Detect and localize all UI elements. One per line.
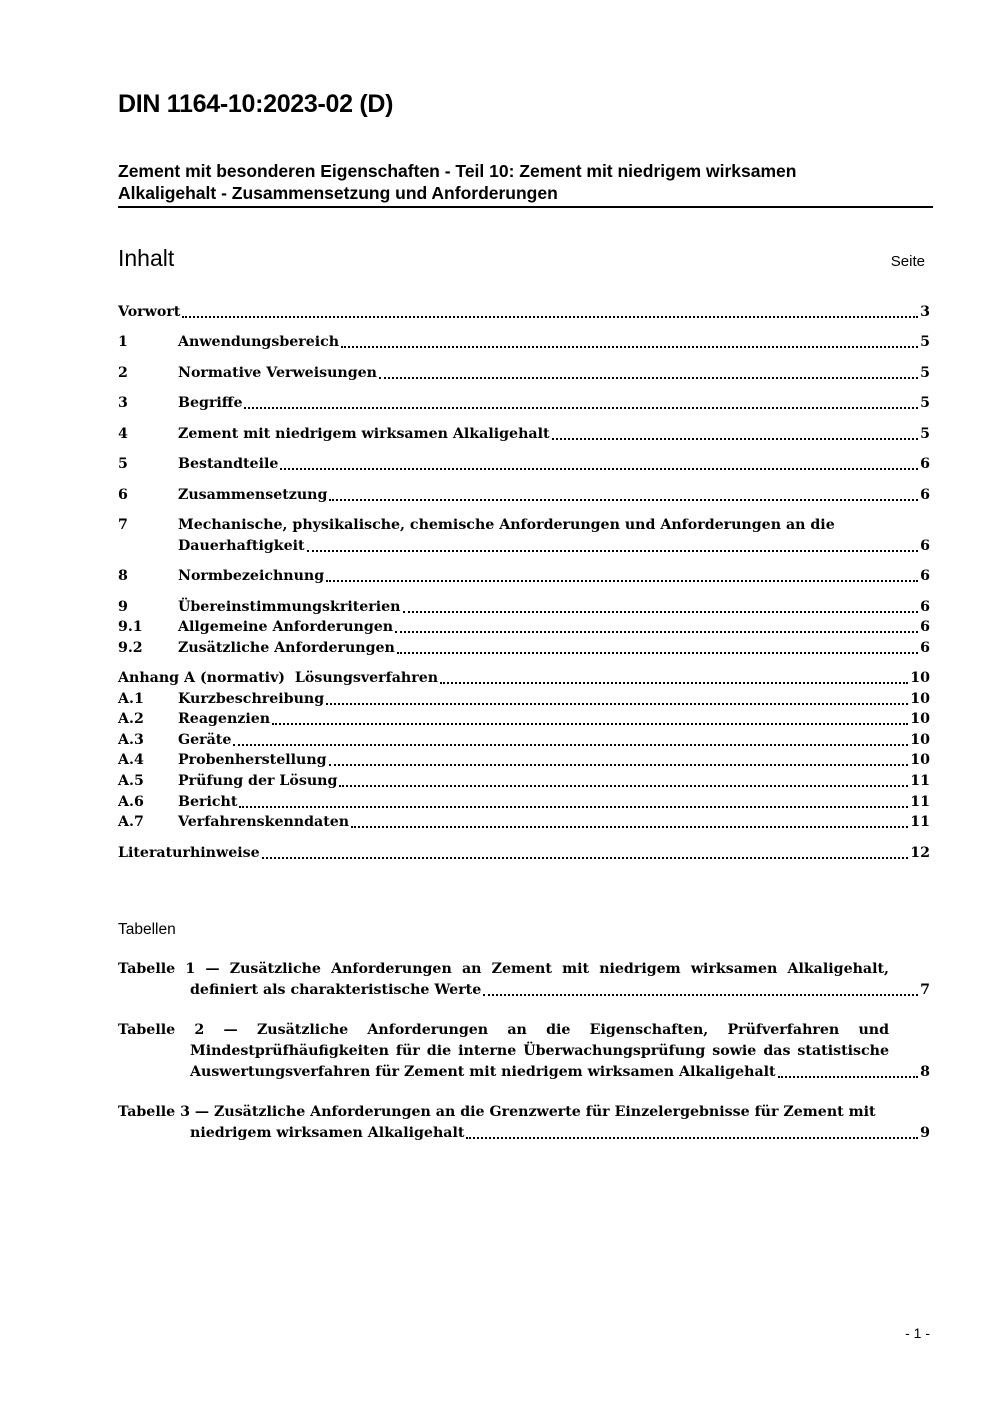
toc-entry-a-7[interactable]	[118, 812, 930, 833]
toc-entry-title: Vorwort	[118, 304, 181, 320]
toc-entry-number: A.7	[118, 814, 144, 830]
toc-entry-title: Begriffe	[178, 395, 243, 411]
toc-entry-title: Normative Verweisungen	[178, 365, 377, 381]
dot-leader	[466, 1137, 918, 1139]
dot-leader	[403, 611, 919, 613]
toc-entry-title: Dauerhaftigkeit	[178, 538, 305, 554]
toc-entry-title: Verfahrenskenndaten	[178, 814, 350, 830]
toc-entry-page: 6	[920, 568, 930, 584]
toc-heading: Inhalt	[118, 245, 175, 271]
toc-entry-page: 3	[920, 304, 930, 320]
toc-entry-number: 5	[118, 456, 128, 472]
toc-entry-9-2[interactable]	[118, 638, 930, 659]
toc-entry-7[interactable]	[118, 515, 930, 557]
table-entry-line: Mindestprüfhäufigkeiten für die interne Überwachungsprüfung sowie das statistische	[190, 1043, 889, 1059]
dot-leader	[778, 1076, 919, 1078]
toc-entry-page: 5	[920, 365, 930, 381]
toc-entry-page: 6	[920, 538, 930, 554]
table-entry-page: 7	[920, 982, 930, 998]
toc-entry-title: Übereinstimmungskriterien	[178, 599, 401, 615]
toc-entry-bibliography[interactable]	[118, 843, 930, 864]
dot-leader	[233, 744, 908, 746]
document-title-line-2: Alkaligehalt - Zusammensetzung und Anforderungen	[118, 183, 558, 203]
toc-entry-page: 10	[910, 732, 930, 748]
toc-entry-number: 9.2	[118, 640, 143, 656]
toc-entry-title: Normbezeichnung	[178, 568, 325, 584]
dot-leader	[280, 468, 918, 470]
toc-entry-number: 9	[118, 599, 128, 615]
document-title-line-1: Zement mit besonderen Eigenschaften - Teil 10: Zement mit niedrigem wirksamen	[118, 161, 797, 181]
toc-entry-4[interactable]	[118, 424, 930, 445]
dot-leader	[397, 652, 918, 654]
toc-entry-title: Anwendungsbereich	[178, 334, 340, 350]
toc-entry-page: 6	[920, 456, 930, 472]
toc-entry-page: 10	[910, 752, 930, 768]
toc-entry-number: 4	[118, 426, 128, 442]
toc-entry-title-line-1: Mechanische, physikalische, chemische Anforderungen und Anforderungen an die	[178, 517, 835, 533]
toc-entry-a-4[interactable]	[118, 750, 930, 771]
table-entry-line: Tabelle 1 — Zusätzliche Anforderungen an Zement mit niedrigem wirksamen Alkaligehalt,	[118, 961, 889, 977]
dot-leader	[244, 407, 918, 409]
toc-entry-title: Bericht	[178, 794, 238, 810]
toc-entry-2[interactable]	[118, 363, 930, 384]
dot-leader	[440, 682, 908, 684]
toc-entry-page: 10	[910, 691, 930, 707]
dot-leader	[552, 438, 919, 440]
toc-entry-number: 2	[118, 365, 128, 381]
toc-entry-title: Bestandteile	[178, 456, 279, 472]
dot-leader	[326, 703, 908, 705]
page-number: - 1 -	[905, 1325, 930, 1341]
toc-entry-page: 6	[920, 640, 930, 656]
dot-leader	[395, 631, 918, 633]
toc-entry-title: Zusammensetzung	[178, 487, 328, 503]
toc-entry-a-5[interactable]	[118, 771, 930, 792]
toc-entry-number: 7	[118, 517, 128, 533]
toc-entry-vorwort[interactable]	[118, 302, 930, 323]
toc-entry-8[interactable]	[118, 566, 930, 587]
dot-leader	[379, 377, 918, 379]
toc-entry-title: Literaturhinweise	[118, 845, 260, 861]
toc-entry-title: Anhang A (normativ) Lösungsverfahren	[118, 670, 439, 686]
toc-entry-annex-a[interactable]	[118, 668, 930, 689]
toc-entry-title: Geräte	[178, 732, 232, 748]
dot-leader	[272, 723, 908, 725]
toc-entry-9[interactable]	[118, 597, 930, 618]
table-list-entry-3[interactable]	[118, 1102, 930, 1144]
toc-entry-page: 10	[910, 711, 930, 727]
toc-entry-6[interactable]	[118, 485, 930, 506]
toc-entry-number: A.3	[118, 732, 144, 748]
toc-entry-number: A.2	[118, 711, 144, 727]
toc-entry-a-6[interactable]	[118, 792, 930, 813]
table-entry-page: 8	[920, 1064, 930, 1080]
toc-entry-page: 11	[910, 794, 930, 810]
toc-page-column-label: Seite	[890, 253, 925, 270]
toc-entry-title: Kurzbeschreibung	[178, 691, 325, 707]
toc-entry-page: 11	[910, 773, 930, 789]
toc-entry-page: 12	[910, 845, 930, 861]
toc-entry-number: 9.1	[118, 619, 143, 635]
toc-entry-3[interactable]	[118, 393, 930, 414]
tables-heading: Tabellen	[118, 921, 176, 938]
dot-leader	[326, 580, 918, 582]
toc-entry-page: 6	[920, 599, 930, 615]
dot-leader	[351, 826, 908, 828]
toc-entry-title: Zement mit niedrigem wirksamen Alkaligehalt	[178, 426, 550, 442]
toc-entry-page: 11	[910, 814, 930, 830]
toc-entry-number: A.6	[118, 794, 144, 810]
toc-entry-page: 5	[920, 426, 930, 442]
toc-entry-page: 5	[920, 395, 930, 411]
toc-entry-number: 6	[118, 487, 128, 503]
toc-entry-title: Zusätzliche Anforderungen	[178, 640, 395, 656]
toc-entry-title: Allgemeine Anforderungen	[178, 619, 394, 635]
toc-entry-page: 6	[920, 487, 930, 503]
document-title	[118, 160, 933, 208]
toc-entry-1[interactable]	[118, 332, 930, 353]
dot-leader	[329, 499, 918, 501]
dot-leader	[239, 806, 908, 808]
table-entry-line: Auswertungsverfahren für Zement mit niedrigem wirksamen Alkaligehalt	[190, 1064, 776, 1080]
toc-entry-number: A.1	[118, 691, 144, 707]
toc-entry-number: A.4	[118, 752, 144, 768]
toc-entry-a-3[interactable]	[118, 730, 930, 751]
dot-leader	[329, 764, 909, 766]
toc-entry-a-1[interactable]	[118, 689, 930, 710]
table-entry-line: Tabelle 2 — Zusätzliche Anforderungen an die Eigenschaften, Prüfverfahren und	[118, 1022, 889, 1038]
toc-entry-number: 3	[118, 395, 128, 411]
toc-entry-page: 5	[920, 334, 930, 350]
toc-entry-number: A.5	[118, 773, 144, 789]
toc-entry-9-1[interactable]	[118, 617, 930, 638]
toc-entry-5[interactable]	[118, 454, 930, 475]
toc-entry-title: Probenherstellung	[178, 752, 327, 768]
toc-entry-number: 8	[118, 568, 128, 584]
dot-leader	[339, 785, 908, 787]
toc-entry-a-2[interactable]	[118, 709, 930, 730]
table-entry-line: niedrigem wirksamen Alkaligehalt	[190, 1125, 465, 1141]
table-entry-line: Tabelle 3 — Zusätzliche Anforderungen an die Grenzwerte für Einzelergebnisse für Zement mit	[118, 1104, 876, 1120]
toc-entry-page: 10	[910, 670, 930, 686]
toc-entry-number: 1	[118, 334, 128, 350]
toc-entry-title: Reagenzien	[178, 711, 271, 727]
dot-leader	[341, 346, 918, 348]
toc-entry-page: 6	[920, 619, 930, 635]
table-entry-page: 9	[920, 1125, 930, 1141]
dot-leader	[483, 994, 918, 996]
dot-leader	[307, 550, 919, 552]
table-list-entry-1[interactable]	[118, 959, 930, 1001]
table-entry-line: definiert als charakteristische Werte	[190, 982, 482, 998]
dot-leader	[182, 316, 918, 318]
document-id: DIN 1164-10:2023-02 (D)	[118, 90, 394, 118]
table-list-entry-2[interactable]	[118, 1020, 930, 1083]
dot-leader	[262, 857, 909, 859]
toc-entry-title: Prüfung der Lösung	[178, 773, 338, 789]
